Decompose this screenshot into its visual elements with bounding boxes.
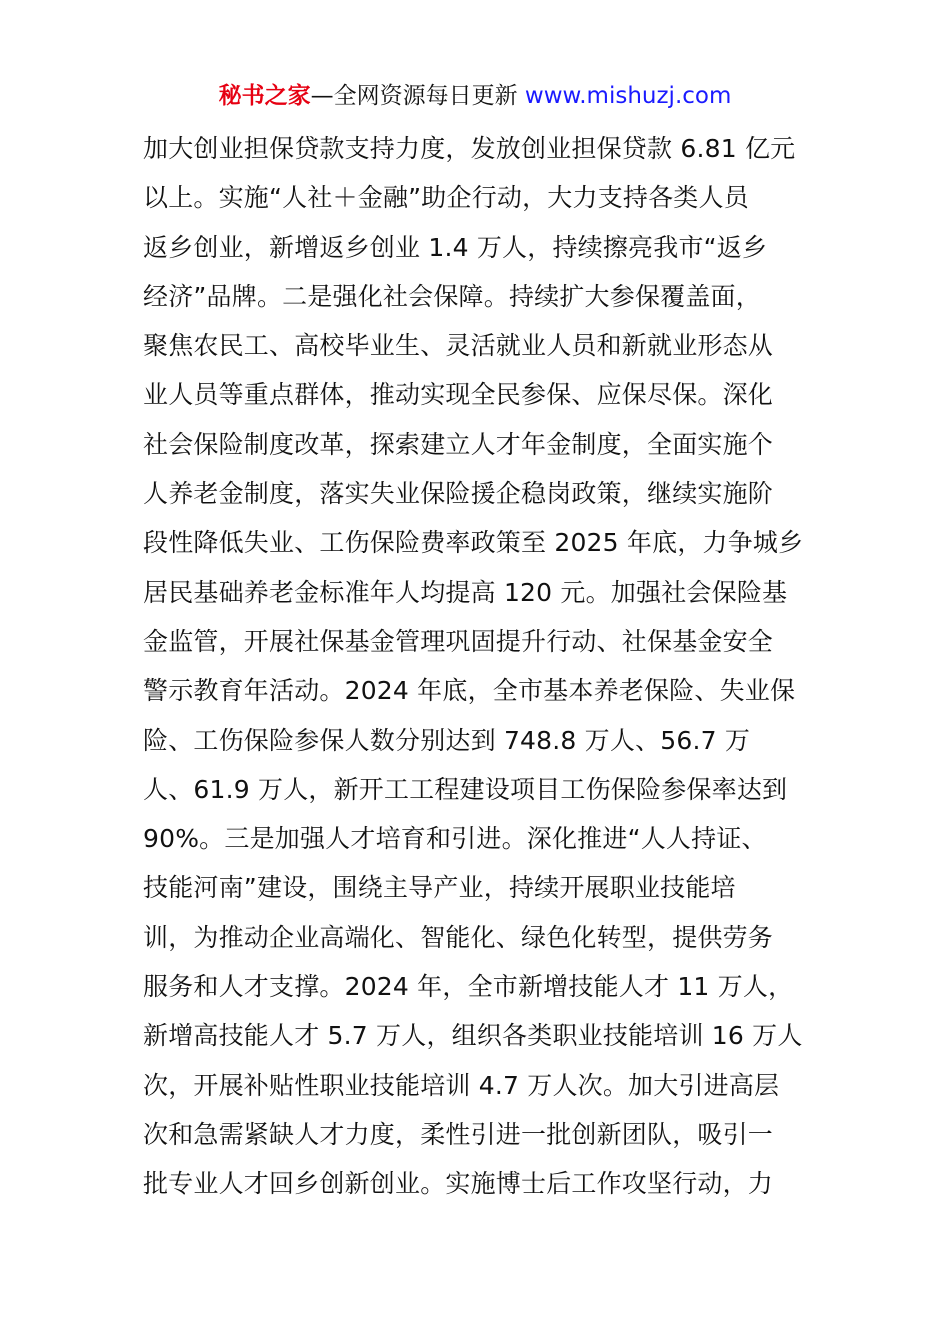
site-url-link[interactable]: www.mishuzj.com (524, 83, 732, 109)
text-line: 人、61.9 万人，新开工工程建设项目工伤保险参保率达到 (143, 774, 788, 804)
text-line: 居民基础养老金标准年人均提高 120 元。加强社会保险基 (143, 577, 788, 607)
text-line: 技能河南”建设，围绕主导产业，持续开展职业技能培 (143, 873, 736, 903)
text-line: 90%。三是加强人才培育和引进。深化推进“人人持证、 (143, 824, 767, 854)
text-line: 业人员等重点群体，推动实现全民参保、应保尽保。深化 (143, 380, 774, 410)
text-line: 险、工伤保险参保人数分别达到 748.8 万人、56.7 万 (143, 725, 751, 755)
text-line: 批专业人才回乡创新创业。实施博士后工作攻坚行动，力 (143, 1169, 774, 1199)
text-line: 警示教育年活动。2024 年底，全市基本养老保险、失业保 (143, 676, 796, 706)
text-line: 加大创业担保贷款支持力度，发放创业担保贷款 6.81 亿元 (143, 134, 796, 163)
page-header (0, 80, 950, 112)
text-line: 经济”品牌。二是强化社会保障。持续扩大参保覆盖面， (143, 281, 761, 311)
site-tagline: —全网资源每日更新 (310, 83, 518, 109)
text-line: 返乡创业，新增返乡创业 1.4 万人，持续擦亮我市“返乡 (143, 232, 768, 262)
text-line: 金监管，开展社保基金管理巩固提升行动、社保基金安全 (143, 626, 774, 656)
text-line: 新增高技能人才 5.7 万人，组织各类职业技能培训 16 万人 (143, 1021, 803, 1051)
text-line: 次，开展补贴性职业技能培训 4.7 万人次。加大引进高层 (143, 1070, 780, 1100)
text-line: 社会保险制度改革，探索建立人才年金制度，全面实施个 (143, 429, 774, 459)
text-line: 次和急需紧缺人才力度，柔性引进一批创新团队，吸引一 (143, 1119, 774, 1149)
site-brand: 秘书之家 (218, 83, 311, 109)
text-line: 以上。实施“人社＋金融”助企行动，大力支持各类人员 (143, 183, 749, 213)
text-line: 人养老金制度，落实失业保险援企稳岗政策，继续实施阶 (143, 479, 774, 509)
document-body (143, 124, 823, 1209)
text-line: 训，为推动企业高端化、智能化、绿色化转型，提供劳务 (143, 922, 774, 952)
text-line: 服务和人才支撑。2024 年，全市新增技能人才 11 万人， (143, 972, 794, 1002)
text-line: 聚焦农民工、高校毕业生、灵活就业人员和新就业形态从 (143, 331, 774, 361)
text-line: 段性降低失业、工伤保险费率政策至 2025 年底，力争城乡 (143, 528, 804, 558)
